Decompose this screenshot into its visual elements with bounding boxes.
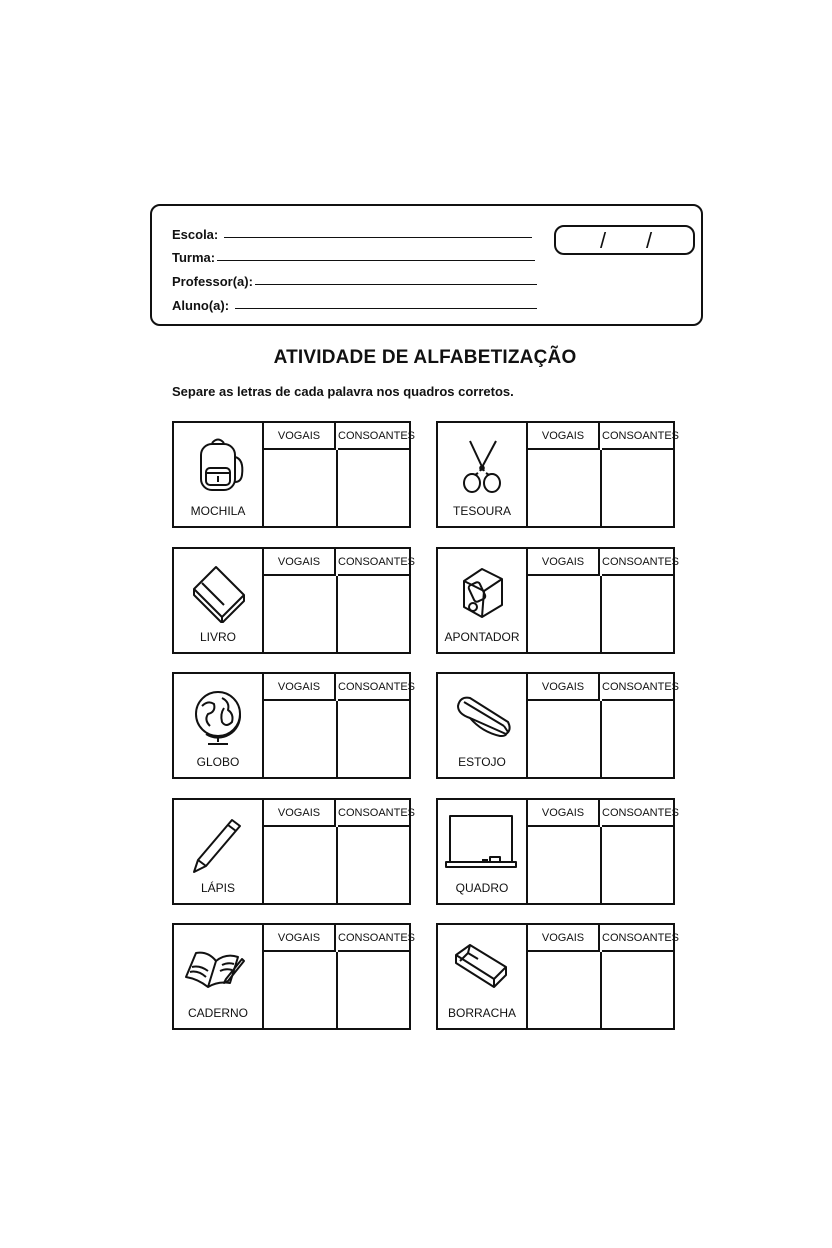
consoantes-header: CONSOANTES: [338, 925, 409, 952]
word-label: BORRACHA: [447, 1006, 516, 1020]
consoantes-header: CONSOANTES: [338, 800, 409, 827]
consoantes-header: CONSOANTES: [338, 674, 409, 701]
vogais-header: VOGAIS: [264, 423, 336, 450]
date-field[interactable]: [554, 225, 695, 255]
vogais-answer-box[interactable]: [528, 952, 602, 1028]
word-card-lapis: [172, 798, 416, 905]
consoantes-answer-box[interactable]: [602, 450, 673, 526]
vogais-header: VOGAIS: [528, 925, 600, 952]
vogais-answer-box[interactable]: [528, 827, 602, 903]
word-label: MOCHILA: [190, 504, 246, 518]
vogais-answer-box[interactable]: [264, 576, 338, 652]
word-label: ESTOJO: [458, 755, 506, 769]
consoantes-answer-box[interactable]: [338, 450, 409, 526]
picture-cell: [174, 674, 264, 777]
picture-cell: [438, 925, 528, 1028]
picture-cell: [438, 800, 528, 903]
consoantes-answer-box[interactable]: [338, 827, 409, 903]
date-separator: /: [646, 228, 653, 253]
professor-label: Professor(a):: [172, 274, 253, 289]
backpack-icon: [188, 435, 248, 497]
word-card-livro: [172, 547, 416, 654]
word-label: GLOBO: [196, 755, 240, 769]
eraser-icon: [448, 937, 512, 999]
aluno-line[interactable]: [235, 308, 537, 309]
vogais-answer-box[interactable]: [264, 952, 338, 1028]
consoantes-answer-box[interactable]: [602, 827, 673, 903]
aluno-label: Aluno(a):: [172, 298, 230, 313]
pencil-icon: [188, 812, 248, 874]
consoantes-header: CONSOANTES: [602, 674, 673, 701]
word-label: CADERNO: [187, 1006, 248, 1020]
vogais-header: VOGAIS: [264, 674, 336, 701]
word-card-apontador: [436, 547, 680, 654]
vogais-header: VOGAIS: [528, 423, 600, 450]
scissors-icon: [452, 435, 512, 497]
consoantes-answer-box[interactable]: [338, 576, 409, 652]
picture-cell: [438, 549, 528, 652]
escola-label: Escola:: [172, 227, 219, 242]
date-separator: /: [600, 228, 607, 253]
escola-field[interactable]: [172, 220, 532, 242]
word-card-estojo: [436, 672, 680, 779]
picture-cell: [174, 800, 264, 903]
globe-icon: [188, 686, 248, 748]
picture-cell: [174, 423, 264, 526]
word-label: APONTADOR: [444, 630, 520, 644]
picture-cell: [438, 423, 528, 526]
vogais-answer-box[interactable]: [528, 576, 602, 652]
consoantes-answer-box[interactable]: [602, 576, 673, 652]
consoantes-header: CONSOANTES: [602, 925, 673, 952]
vogais-header: VOGAIS: [264, 549, 336, 576]
consoantes-answer-box[interactable]: [338, 701, 409, 777]
vogais-answer-box[interactable]: [528, 701, 602, 777]
word-label: LÁPIS: [200, 881, 236, 895]
chalkboard-icon: [444, 812, 518, 874]
turma-field[interactable]: [172, 243, 535, 265]
vogais-answer-box[interactable]: [528, 450, 602, 526]
vogais-answer-box[interactable]: [264, 827, 338, 903]
consoantes-header: CONSOANTES: [602, 800, 673, 827]
vogais-answer-box[interactable]: [264, 701, 338, 777]
pencil-case-icon: [452, 686, 512, 748]
consoantes-answer-box[interactable]: [602, 952, 673, 1028]
turma-line[interactable]: [217, 260, 535, 261]
word-label: LIVRO: [199, 630, 236, 644]
consoantes-answer-box[interactable]: [602, 701, 673, 777]
aluno-field[interactable]: [172, 291, 537, 313]
professor-line[interactable]: [255, 284, 537, 285]
picture-cell: [174, 925, 264, 1028]
word-label: TESOURA: [452, 504, 511, 518]
consoantes-header: CONSOANTES: [602, 423, 673, 450]
consoantes-header: CONSOANTES: [602, 549, 673, 576]
consoantes-header: CONSOANTES: [338, 423, 409, 450]
consoantes-answer-box[interactable]: [338, 952, 409, 1028]
vogais-header: VOGAIS: [528, 800, 600, 827]
word-card-mochila: [172, 421, 416, 528]
instruction-text: Separe as letras de cada palavra nos quadros corretos.: [172, 384, 514, 399]
vogais-answer-box[interactable]: [264, 450, 338, 526]
word-card-quadro: [436, 798, 680, 905]
word-label: QUADRO: [455, 881, 509, 895]
consoantes-header: CONSOANTES: [338, 549, 409, 576]
student-info-box: [150, 204, 703, 326]
word-card-caderno: [172, 923, 416, 1030]
page-title: ATIVIDADE DE ALFABETIZAÇÃO: [273, 347, 577, 368]
picture-cell: [438, 674, 528, 777]
professor-field[interactable]: [172, 267, 537, 289]
turma-label: Turma:: [172, 250, 216, 265]
book-icon: [188, 561, 248, 623]
word-card-tesoura: [436, 421, 680, 528]
word-card-globo: [172, 672, 416, 779]
picture-cell: [174, 549, 264, 652]
word-card-borracha: [436, 923, 680, 1030]
vogais-header: VOGAIS: [264, 800, 336, 827]
sharpener-icon: [452, 561, 512, 623]
vogais-header: VOGAIS: [264, 925, 336, 952]
notebook-icon: [182, 937, 252, 999]
vogais-header: VOGAIS: [528, 549, 600, 576]
vogais-header: VOGAIS: [528, 674, 600, 701]
escola-line[interactable]: [224, 237, 532, 238]
